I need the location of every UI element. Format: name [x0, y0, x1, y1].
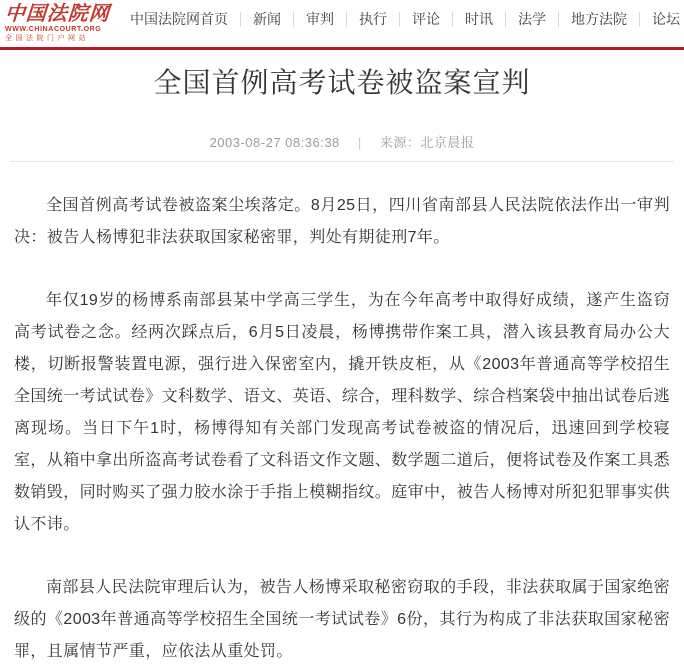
site-header	[0, 0, 684, 47]
article-paragraph: 年仅19岁的杨博系南部县某中学高三学生，为在今年高考中取得好成绩，遂产生盗窃高考试卷之念。经两次踩点后，6月5日凌晨，杨博携带作案工具，潜入该县教育局办公大楼，切断报警装置电源，强行进入保密室内，撬开铁皮柜，从《2003年普通高等学校招生全国统一考试试卷》文科数学、语文、英语、综合，理科数学、综合档案袋中抽出试卷后逃离现场。当日下午1时，杨博得知有关部门发现高考试卷被盗的情况后，迅速回到学校寝室，从箱中拿出所盗高考试卷看了文科语文作文题、数学题二道后，便将试卷及作案工具悉数销毁，同时购买了强力胶水涂于手指上模糊指纹。庭审中，被告人杨博对所犯犯罪事实供认不讳。	[14, 292, 671, 533]
nav-item-commentary[interactable]: 评论	[399, 12, 452, 27]
site-logo-tagline: 全国法院门户网站	[5, 35, 89, 42]
site-logo-url: WWW.CHINACOURT.ORG	[5, 26, 102, 33]
main-nav	[118, 12, 684, 27]
article-body	[0, 162, 684, 668]
nav-item-trial[interactable]: 审判	[293, 12, 346, 27]
article-paragraph: 南部县人民法院审理后认为，被告人杨博采取秘密窃取的手段，非法获取属于国家绝密级的《2003年普通高等学校招生全国统一考试试卷》6份，其行为构成了非法获取国家秘密罪，且属情节严重，应依法从重处罚。	[14, 579, 670, 660]
meta-separator: |	[357, 135, 362, 150]
article-source: 来源：北京晨报	[379, 135, 475, 150]
nav-item-enforcement[interactable]: 执行	[346, 12, 399, 27]
site-logo[interactable]	[5, 3, 110, 42]
nav-item-forum[interactable]: 论坛	[639, 12, 684, 27]
header-red-rule	[0, 47, 684, 50]
nav-item-news[interactable]: 新闻	[240, 12, 293, 27]
nav-item-legal-studies[interactable]: 法学	[505, 12, 558, 27]
article-title: 全国首例高考试卷被盗案宣判	[153, 67, 531, 98]
site-logo-calligraphy: 中国法院网	[4, 1, 111, 25]
nav-item-home[interactable]: 中国法院网首页	[130, 11, 228, 27]
nav-item-current-affairs[interactable]: 时讯	[452, 12, 505, 27]
article-paragraph: 全国首例高考试卷被盗案尘埃落定。8月25日，四川省南部县人民法院依法作出一审判决：被告人杨博犯非法获取国家秘密罪，判处有期徒刑7年。	[14, 197, 670, 246]
article	[0, 61, 684, 668]
article-meta	[0, 132, 684, 151]
nav-item-local-courts[interactable]: 地方法院	[558, 12, 639, 27]
article-datetime: 2003-08-27 08:36:38	[209, 135, 340, 150]
